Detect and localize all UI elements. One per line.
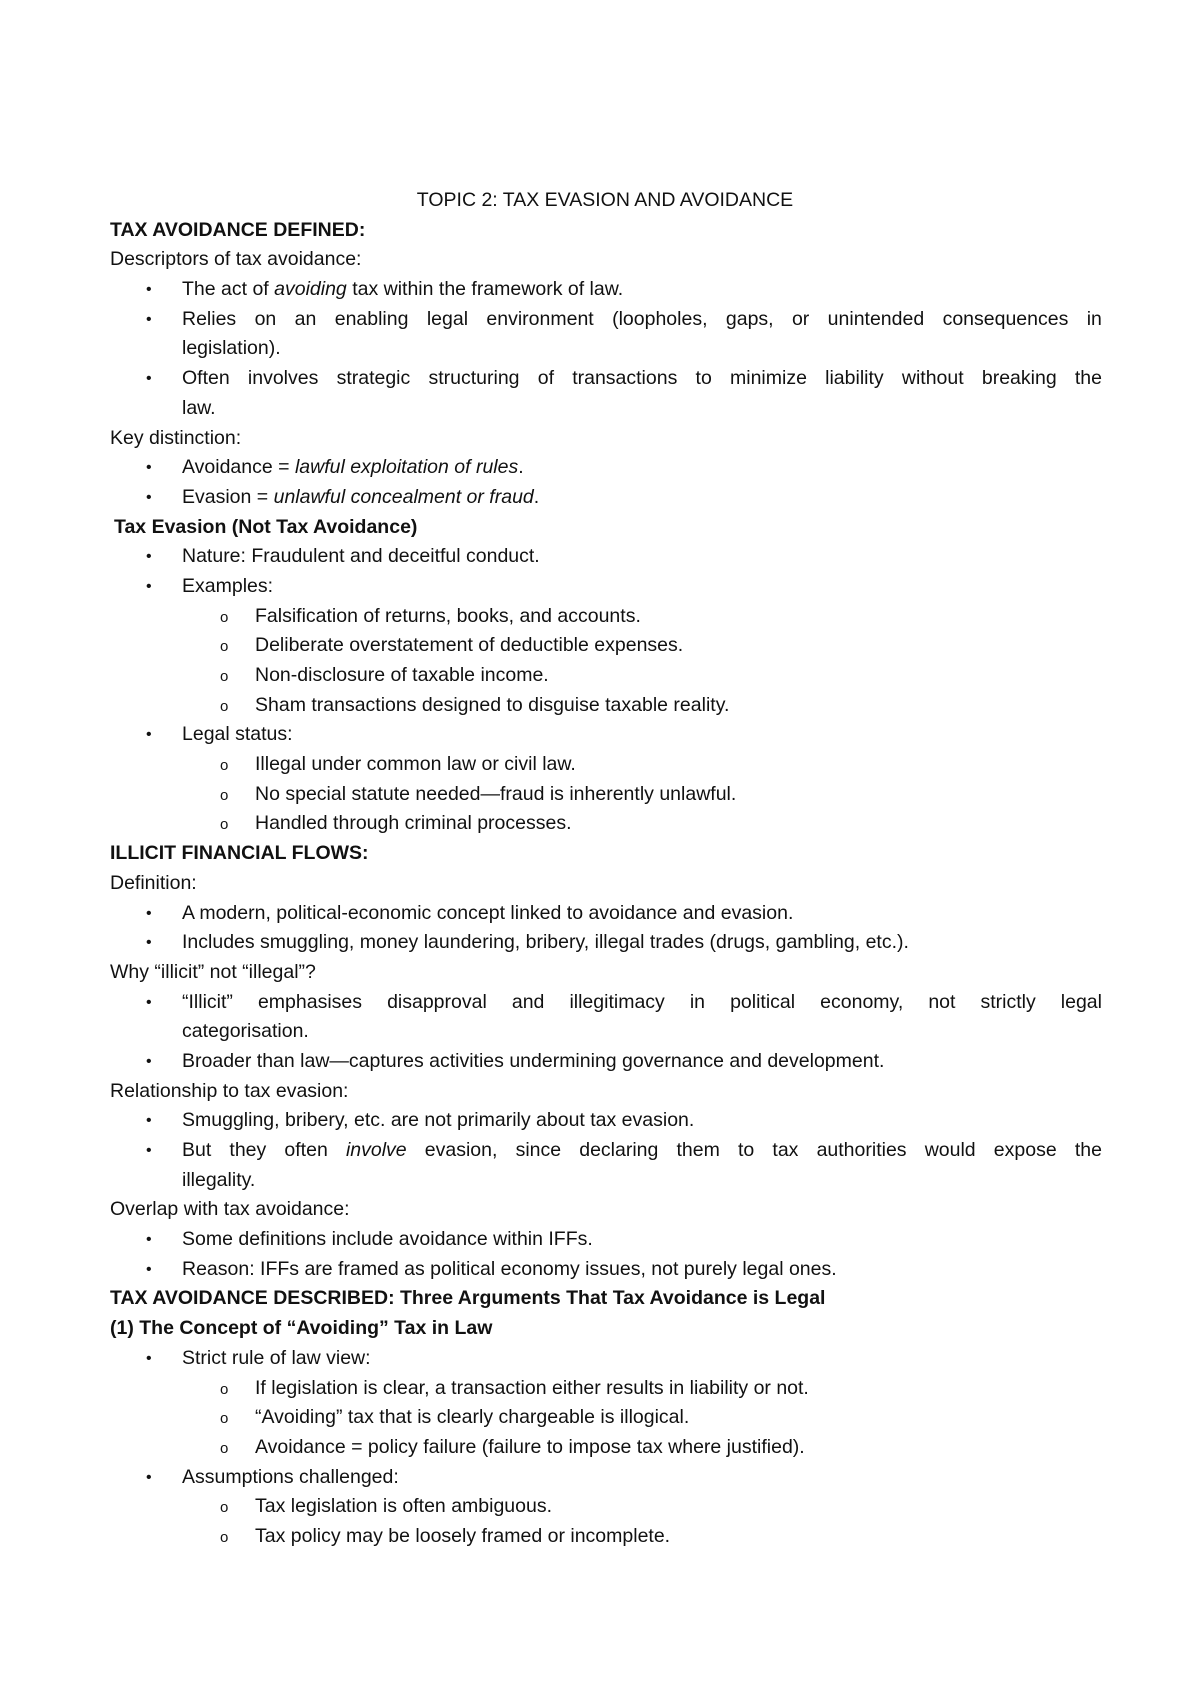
bullet-icon: •: [146, 370, 152, 388]
word: on: [254, 307, 277, 330]
word: consequences: [942, 307, 1069, 330]
word: breaking: [981, 367, 1057, 390]
sub-list-item: o Deliberate overstatement of deductible expenses.: [110, 631, 1104, 661]
list-item: • Examples:: [110, 572, 1104, 602]
word: legal: [426, 307, 469, 330]
bullet-icon: •: [146, 281, 152, 299]
bullet-icon: •: [146, 488, 152, 506]
word: enabling: [334, 307, 409, 330]
word: Relies: [182, 307, 237, 330]
word: illegitimacy: [569, 990, 665, 1013]
sub-bullet-icon: o: [220, 1499, 229, 1517]
word: authorities: [816, 1139, 907, 1161]
sub-bullet-icon: o: [220, 638, 229, 656]
descriptors-label: Descriptors of tax avoidance:: [110, 248, 362, 271]
sub-bullet-icon: o: [220, 697, 229, 715]
bullet-icon: •: [146, 904, 152, 922]
sub-bullet-icon: o: [220, 786, 229, 804]
bullet-icon: •: [146, 1142, 152, 1159]
word: since: [515, 1139, 562, 1161]
word: not: [928, 990, 956, 1013]
sub-list-item: o Tax policy may be loosely framed or incomplete.: [110, 1522, 1104, 1552]
word: legal: [1060, 990, 1102, 1013]
list-item: [110, 988, 1104, 1018]
word: and: [511, 990, 545, 1013]
list-item: • Smuggling, bribery, etc. are not primarily about tax evasion.: [110, 1106, 1104, 1136]
word: of: [537, 367, 554, 390]
list-item: • Assumptions challenged:: [110, 1463, 1104, 1493]
list-item-continuation: categorisation.: [182, 1020, 309, 1043]
word: environment: [486, 307, 594, 330]
bullet-icon: •: [146, 1112, 152, 1130]
list-item: [110, 1136, 1104, 1166]
sub-bullet-icon: o: [220, 757, 229, 775]
justified-line: [182, 1136, 1102, 1166]
list-item: • Some definitions include avoidance within IFFs.: [110, 1225, 1104, 1255]
list-item: • Avoidance = lawful exploitation of rules.: [110, 453, 1104, 483]
word: structuring: [428, 367, 520, 390]
sub-list-item: o “Avoiding” tax that is clearly chargeable is illogical.: [110, 1403, 1104, 1433]
bullet-icon: •: [146, 310, 152, 328]
sub-list-item: o Tax legislation is often ambiguous.: [110, 1492, 1104, 1522]
sub-list-item: o Non-disclosure of taxable income.: [110, 661, 1104, 691]
sub-bullet-icon: o: [220, 1439, 229, 1457]
list-item: [110, 364, 1104, 394]
word: tax: [772, 1139, 799, 1161]
word: without: [901, 367, 964, 390]
bullet-icon: •: [146, 934, 152, 952]
sub-list-item: o Handled through criminal processes.: [110, 809, 1104, 839]
list-item: • A modern, political-economic concept linked to avoidance and evasion.: [110, 899, 1104, 929]
word: liability: [825, 367, 884, 390]
section-heading-tax-avoidance-defined: TAX AVOIDANCE DEFINED:: [110, 218, 366, 241]
bullet-icon: •: [146, 993, 152, 1011]
list-item: • Legal status:: [110, 720, 1104, 750]
list-item: • Strict rule of law view:: [110, 1344, 1104, 1374]
section-heading-tax-avoidance-described: TAX AVOIDANCE DESCRIBED: Three Arguments That Tax Avoidance is Legal: [110, 1287, 826, 1310]
list-item: • Nature: Fraudulent and deceitful conduct.: [110, 542, 1104, 572]
section-heading-tax-evasion: Tax Evasion (Not Tax Avoidance): [114, 515, 418, 538]
sub-list-item: o No special statute needed—fraud is inherently unlawful.: [110, 780, 1104, 810]
word: would: [924, 1139, 976, 1161]
sub-bullet-icon: o: [220, 816, 229, 834]
word: the: [1074, 367, 1102, 390]
sub-bullet-icon: o: [220, 1380, 229, 1398]
list-item-continuation: law.: [182, 396, 216, 419]
sub-list-item: o Avoidance = policy failure (failure to impose tax where justified).: [110, 1433, 1104, 1463]
word: strictly: [980, 990, 1036, 1013]
word: an: [294, 307, 317, 330]
list-item-continuation: illegality.: [182, 1168, 256, 1191]
word: gaps,: [725, 307, 774, 330]
justified-line: [182, 364, 1102, 394]
list-item: • Includes smuggling, money laundering, bribery, illegal trades (drugs, gambling, etc.).: [110, 928, 1104, 958]
word: or: [791, 307, 810, 330]
word: emphasises: [257, 990, 363, 1013]
word: involves: [247, 367, 319, 390]
page-title: TOPIC 2: TAX EVASION AND AVOIDANCE: [416, 189, 794, 211]
sub-bullet-icon: o: [220, 1528, 229, 1546]
word: unintended: [827, 307, 925, 330]
sub-list-item: o If legislation is clear, a transaction either results in liability or not.: [110, 1374, 1104, 1404]
bullet-icon: •: [146, 548, 152, 566]
word: declaring: [579, 1139, 659, 1161]
sub-bullet-icon: o: [220, 668, 229, 685]
word: expose: [993, 1139, 1057, 1161]
word: to: [695, 367, 712, 390]
bullet-icon: •: [146, 459, 152, 477]
definition-label: Definition:: [110, 871, 197, 894]
word: disapproval: [387, 990, 487, 1013]
word: evasion,: [424, 1139, 498, 1161]
bullet-icon: •: [146, 1231, 152, 1249]
word: economy,: [820, 990, 904, 1013]
word: Often: [182, 367, 230, 390]
list-item: • Broader than law—captures activities undermining governance and development.: [110, 1047, 1104, 1077]
word: often: [284, 1139, 328, 1161]
word: them: [676, 1139, 720, 1161]
word: minimize: [730, 367, 807, 390]
list-item: [110, 305, 1104, 335]
bullet-icon: •: [146, 1468, 152, 1486]
why-illicit-label: Why “illicit” not “illegal”?: [110, 960, 316, 983]
bullet-icon: •: [146, 577, 152, 595]
subsection-heading: (1) The Concept of “Avoiding” Tax in Law: [110, 1317, 493, 1340]
bullet-icon: •: [146, 1052, 152, 1070]
sub-list-item: o Sham transactions designed to disguise taxable reality.: [110, 691, 1104, 721]
bullet-icon: •: [146, 726, 152, 744]
sub-bullet-icon: o: [220, 1410, 229, 1428]
relationship-label: Relationship to tax evasion:: [110, 1079, 349, 1102]
word: strategic: [336, 367, 411, 390]
word: political: [730, 990, 796, 1013]
sub-list-item: o Illegal under common law or civil law.: [110, 750, 1104, 780]
word: involve: [345, 1139, 407, 1161]
word: they: [229, 1139, 267, 1161]
list-item-continuation: legislation).: [182, 337, 281, 360]
list-item: • The act of avoiding tax within the framework of law.: [110, 275, 1104, 305]
bullet-icon: •: [146, 1349, 152, 1367]
section-heading-illicit-financial-flows: ILLICIT FINANCIAL FLOWS:: [110, 842, 369, 865]
word: But: [182, 1139, 212, 1161]
word: “Illicit”: [182, 990, 233, 1013]
justified-line: [182, 305, 1102, 335]
list-item: • Evasion = unlawful concealment or fraud.: [110, 483, 1104, 513]
overlap-label: Overlap with tax avoidance:: [110, 1198, 350, 1221]
word: transactions: [572, 367, 678, 390]
justified-line: [182, 988, 1102, 1018]
bullet-icon: •: [146, 1260, 152, 1278]
word: (loopholes,: [612, 307, 708, 330]
word: to: [738, 1139, 755, 1161]
sub-bullet-icon: o: [220, 608, 229, 626]
word: in: [689, 990, 706, 1013]
word: the: [1074, 1139, 1102, 1161]
key-distinction-label: Key distinction:: [110, 426, 242, 449]
word: in: [1086, 307, 1102, 330]
list-item: • Reason: IFFs are framed as political economy issues, not purely legal ones.: [110, 1255, 1104, 1285]
sub-list-item: o Falsification of returns, books, and accounts.: [110, 602, 1104, 632]
